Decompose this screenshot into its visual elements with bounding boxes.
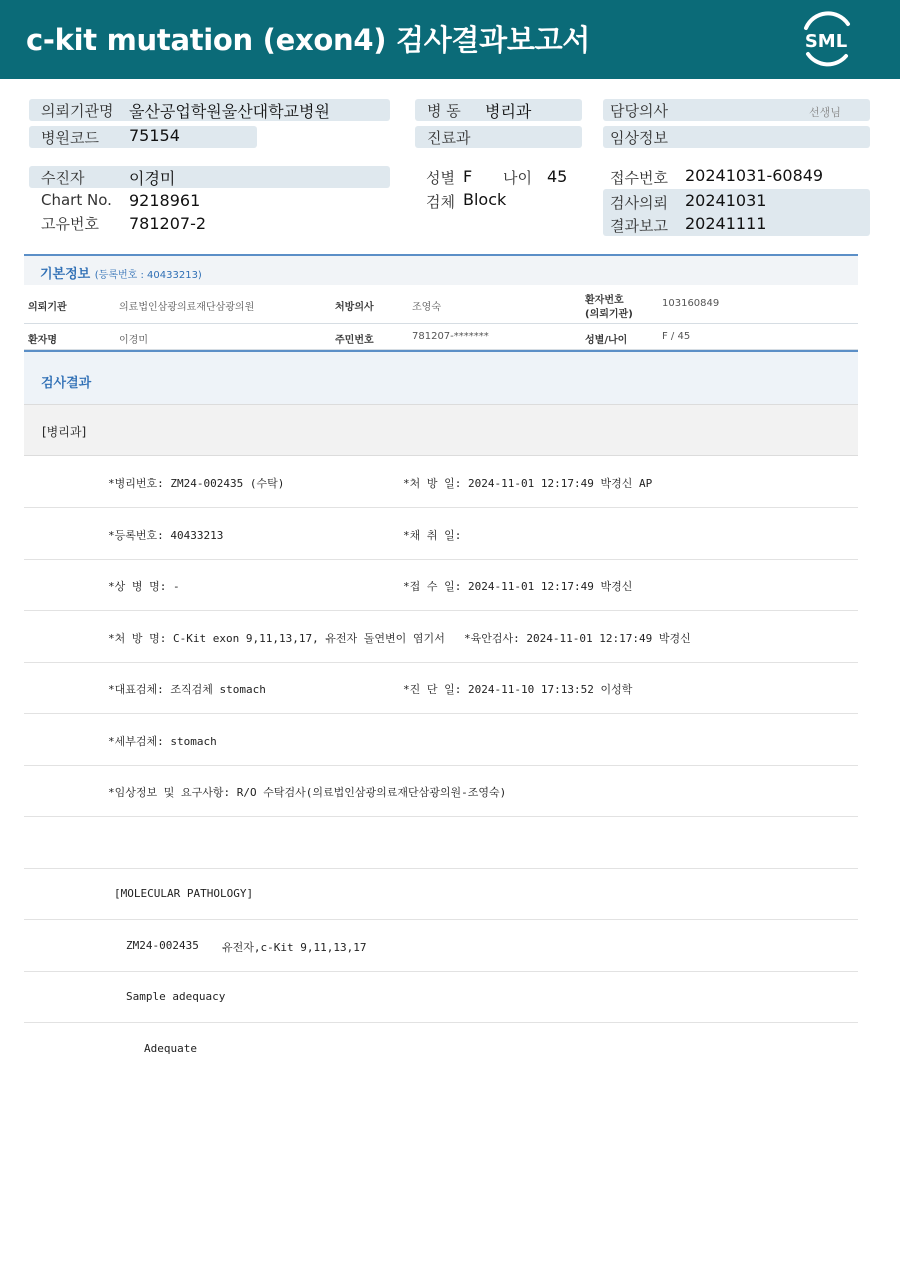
sample-adequacy-row <box>24 971 858 1023</box>
doctor-label: 담당의사 <box>610 102 668 120</box>
pathology-no: *병리번호: ZM24-002435 (수탁) <box>108 477 285 490</box>
institution-value: 울산공업학원울산대학교병원 <box>129 102 330 121</box>
chart-no-label: Chart No. <box>41 191 112 209</box>
logo-text: SML <box>804 31 848 52</box>
prescriber-label: 처방의사 <box>335 302 374 313</box>
result-report-label: 결과보고 <box>610 217 668 235</box>
collection-date: *채 취 일: <box>403 529 462 542</box>
basic-info-title-text: 기본정보 <box>40 267 91 282</box>
basic-info-header <box>24 254 858 285</box>
molecular-header: [MOLECULAR PATHOLOGY] <box>114 887 254 900</box>
rrn-value: 781207-******* <box>412 331 489 342</box>
molecular-test-row <box>24 920 858 972</box>
result-row-4 <box>24 611 858 663</box>
hospital-code-value: 75154 <box>129 126 180 145</box>
reception-no-label: 접수번호 <box>610 169 668 187</box>
sample-adequacy-value-row <box>24 1023 858 1075</box>
molecular-header-row <box>24 868 858 920</box>
department-label: 진료과 <box>427 129 471 147</box>
ward-value: 병리과 <box>485 102 532 121</box>
inst-value: 의료법인삼광의료재단삼광의원 <box>119 302 255 313</box>
basic-info-row-1 <box>24 285 858 324</box>
result-report-value: 20241111 <box>685 214 767 233</box>
molecular-test: 유전자,c-Kit 9,11,13,17 <box>222 941 367 954</box>
result-row-3 <box>24 559 858 611</box>
sample-adequacy-value: Adequate <box>144 1042 197 1055</box>
result-row-5 <box>24 662 858 714</box>
age-value: 45 <box>547 167 568 186</box>
basic-info-title <box>40 263 202 282</box>
unique-no-value: 781207-2 <box>129 214 207 233</box>
result-title: 검사결과 <box>41 376 92 391</box>
patient-no-value: 103160849 <box>662 298 720 309</box>
patient-value: 이경미 <box>129 169 176 188</box>
sex-age-label: 성별/나이 <box>585 335 628 346</box>
prescription-date: *처 방 일: 2024-11-01 12:17:49 박경신 AP <box>403 477 653 490</box>
reception-no-value: 20241031-60849 <box>685 166 824 185</box>
report-title: c-kit mutation (exon4) 검사결과보고서 <box>26 23 590 57</box>
patient-no-label-1: 환자번호 <box>585 295 624 306</box>
hospital-code-label: 병원코드 <box>41 129 99 147</box>
patient-no-label-2: (의뢰기관) <box>585 309 633 320</box>
patient-label: 수진자 <box>41 169 85 187</box>
chart-no-value: 9218961 <box>129 191 201 210</box>
report-header <box>0 0 900 79</box>
reception-date: *접 수 일: 2024-11-01 12:17:49 박경신 <box>403 580 633 593</box>
result-header <box>24 350 858 404</box>
sex-label: 성별 <box>426 169 455 187</box>
result-row-1 <box>24 456 858 508</box>
result-row-6 <box>24 714 858 766</box>
registration-no: *등록번호: 40433213 <box>108 529 224 542</box>
unique-no-label: 고유번호 <box>41 215 99 233</box>
result-row-2 <box>24 508 858 560</box>
inst-label: 의뢰기관 <box>28 302 67 313</box>
sample-adequacy-label: Sample adequacy <box>126 990 226 1003</box>
basic-info-row-2 <box>24 324 858 350</box>
ward-label: 병 동 <box>427 102 461 120</box>
representative-specimen: *대표검체: 조직검체 stomach <box>108 683 266 696</box>
sex-age-value: F / 45 <box>662 331 691 342</box>
detail-specimen: *세부검체: stomach <box>108 735 217 748</box>
age-label: 나이 <box>503 169 532 187</box>
prescription-name: *처 방 명: C-Kit exon 9,11,13,17, 유전자 돌연변이 염기서 <box>108 632 445 645</box>
patient-name-label: 환자명 <box>28 335 57 346</box>
clinical-info-label: 임상정보 <box>610 129 668 147</box>
result-row-8 <box>24 817 858 869</box>
patient-name-value: 이경미 <box>119 335 148 346</box>
gross-exam: *육안검사: 2024-11-01 12:17:49 박경신 <box>464 632 691 645</box>
department-row <box>24 404 858 456</box>
result-row-7 <box>24 765 858 817</box>
sex-value: F <box>463 167 473 186</box>
rrn-label: 주민번호 <box>335 335 374 346</box>
test-request-value: 20241031 <box>685 191 767 210</box>
molecular-code: ZM24-002435 <box>126 939 199 952</box>
prescriber-value: 조영숙 <box>412 302 441 313</box>
doctor-suffix: 선생님 <box>809 106 841 119</box>
department-text: [병리과] <box>42 425 87 439</box>
institution-label: 의뢰기관명 <box>41 102 114 120</box>
test-request-label: 검사의뢰 <box>610 194 668 212</box>
clinical-request: *임상정보 및 요구사항: R/O 수탁검사(의료법인삼광의료재단삼광의원-조영숙) <box>108 786 507 799</box>
specimen-value: Block <box>463 190 507 209</box>
diagnosis-name: *상 병 명: - <box>108 580 180 593</box>
sml-logo <box>796 10 856 68</box>
basic-info-subtitle: (등록번호 : 40433213) <box>94 270 202 281</box>
specimen-label: 검체 <box>426 193 455 211</box>
diagnosis-date: *진 단 일: 2024-11-10 17:13:52 이성학 <box>403 683 633 696</box>
